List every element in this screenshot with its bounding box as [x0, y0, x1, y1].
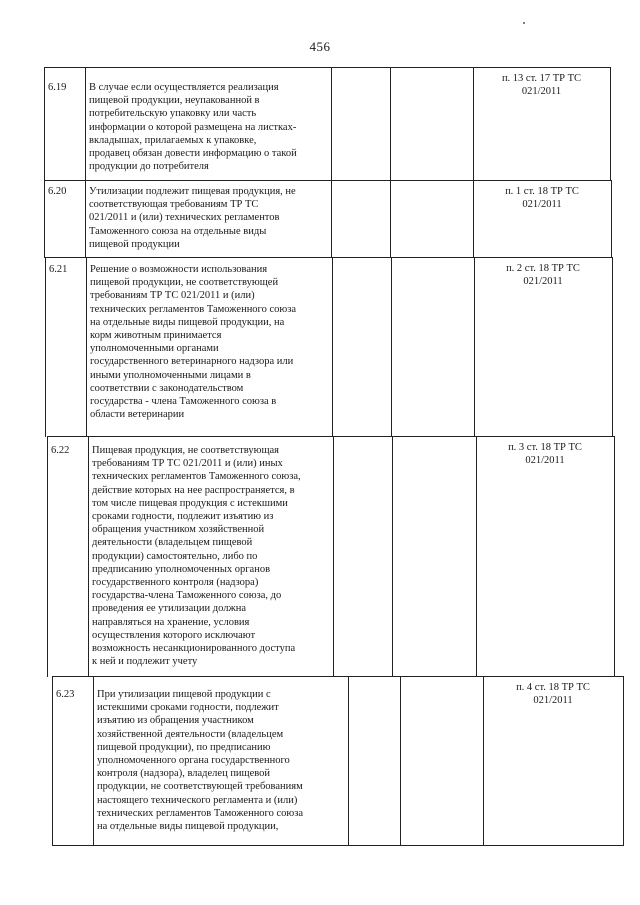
column-border — [623, 676, 624, 846]
row-border-bottom — [52, 845, 624, 846]
row-border-top — [44, 67, 611, 68]
column-border — [52, 676, 53, 846]
requirement-text: Утилизации подлежит пищевая продукция, не соответствующая требованиям ТР ТС 021/2011 и (или) технических регламентов Таможенного союза на отдельные виды пищевой продукции — [89, 186, 296, 250]
row-border-top — [47, 436, 615, 437]
column-border — [473, 67, 474, 181]
item-number: 6.21 — [49, 264, 68, 275]
column-border — [331, 67, 332, 181]
column-border — [392, 436, 393, 677]
column-border — [400, 676, 401, 846]
requirement-text: При утилизации пищевой продукции с истекшими сроками годности, подлежит изъятию из обращения участником хозяйственной деятельности (владельцем пищевой продукции), по предписанию уполномоченного органа государственного контроля (надзора), владелец пищевой продукции, не соответствующей требованиям настоящего технического регламента и (или) технических регламентов Таможенного союза на отдельные виды пищевой продукции, — [97, 689, 304, 833]
column-border — [45, 257, 46, 437]
column-border — [93, 676, 94, 846]
column-border — [88, 436, 89, 677]
column-border — [348, 676, 349, 846]
item-number: 6.23 — [56, 689, 75, 700]
column-border — [85, 180, 86, 258]
column-border — [85, 67, 86, 181]
legal-reference: п. 2 ст. 18 ТР ТС 021/2011 — [506, 263, 580, 287]
column-border — [610, 67, 611, 181]
legal-reference: п. 4 ст. 18 ТР ТС 021/2011 — [516, 682, 590, 706]
column-border — [44, 67, 45, 181]
legal-reference: п. 1 ст. 18 ТР ТС 021/2011 — [505, 186, 579, 210]
column-border — [391, 257, 392, 437]
item-number: 6.20 — [48, 186, 67, 197]
column-border — [390, 180, 391, 258]
column-border — [332, 257, 333, 437]
scan-speck — [523, 22, 525, 24]
column-border — [333, 436, 334, 677]
column-border — [474, 257, 475, 437]
item-number: 6.19 — [48, 82, 67, 93]
item-number: 6.22 — [51, 445, 70, 456]
row-border-top — [45, 257, 613, 258]
column-border — [44, 180, 45, 258]
column-border — [331, 180, 332, 258]
column-border — [476, 436, 477, 677]
column-border — [612, 257, 613, 437]
row-border-top — [44, 180, 612, 181]
column-border — [47, 436, 48, 677]
requirement-text: Решение о возможности использования пищевой продукции, не соответствующей требованиям ТР ТС 021/2011 и (или) технических регламентов Таможенного союза на отдельные виды пищевой продукции, на корм животным принимается уполномоченными органами государственного ветеринарного надзора или иными уполномоченными лицами в соответствии с законодательством государства - члена Таможенного союза в области ветеринарии — [90, 264, 297, 421]
row-border-top — [52, 676, 624, 677]
legal-reference: п. 13 ст. 17 ТР ТС 021/2011 — [501, 73, 582, 97]
column-border — [483, 676, 484, 846]
page-number: 456 — [309, 39, 331, 54]
legal-reference: п. 3 ст. 18 ТР ТС 021/2011 — [508, 442, 582, 466]
requirement-text: В случае если осуществляется реализация пищевой продукции, неупакованной в потребительскую упаковку или часть информации о которой размещена на листках- вкладышах, прилагаемых к упаковке, продавец обязан довести информацию о такой продукции до потребителя — [89, 82, 297, 173]
column-border — [86, 257, 87, 437]
column-border — [390, 67, 391, 181]
column-border — [473, 180, 474, 258]
column-border — [611, 180, 612, 258]
column-border — [614, 436, 615, 677]
requirement-text: Пищевая продукция, не соответствующая требованиям ТР ТС 021/2011 и (или) иных технических регламентов Таможенного союза, действие которых на нее распространяется, в том числе пищевая продукция с истекшими сроками годности, подлежит изъятию из обращения участником хозяйственной деятельности (владельцем пищевой продукции) самостоятельно, либо по предписанию уполномоченных органов государственного контроля (надзора) государства-члена Таможенного союза, до проведения ее утилизации должна направляться на хранение, условия осуществления которого исключают возможность несанкционированного доступа к ней и подлежит учету — [92, 445, 301, 668]
